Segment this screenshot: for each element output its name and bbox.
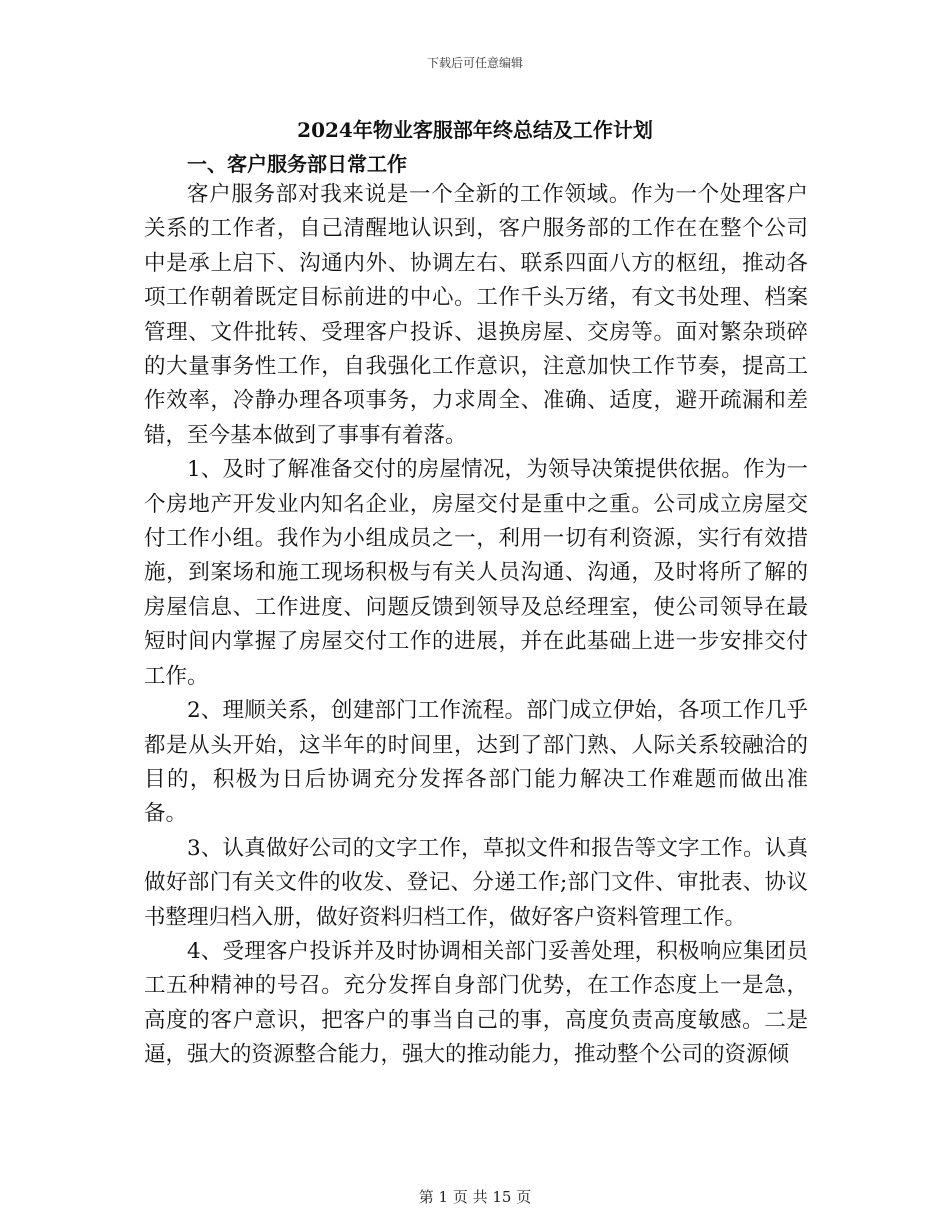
- section-heading: 一、客户服务部日常工作: [187, 152, 407, 176]
- paragraph-item-2: 2、理顺关系，创建部门工作流程。部门成立伊始，各项工作几乎都是从头开始，这半年的时间里，达到了部门熟、人际关系较融洽的目的，积极为日后协调充分发挥各部门能力解决工作难题而做出准备。: [144, 698, 808, 827]
- paragraph-item-3: 3、认真做好公司的文字工作，草拟文件和报告等文字工作。认真做好部门有关文件的收发、登记、分递工作;部门文件、审批表、协议书整理归档入册，做好资料归档工作，做好客户资料管理工作。: [144, 835, 808, 930]
- page-number-footer: 第 1 页 共 15 页: [418, 1188, 532, 1206]
- page-header-note: 下载后可任意编辑: [426, 56, 523, 70]
- paragraph-item-4: 4、受理客户投诉并及时协调相关部门妥善处理，积极响应集团员工五种精神的号召。充分发挥自身部门优势，在工作态度上一是急，高度的客户意识，把客户的事当自己的事，高度负责高度敏感。二是逼，强大的资源整合能力，强大的推动能力，推动整个公司的资源倾: [144, 938, 808, 1068]
- paragraph-item-1: 1、及时了解准备交付的房屋情况，为领导决策提供依据。作为一个房地产开发业内知名企业，房屋交付是重中之重。公司成立房屋交付工作小组。我作为小组成员之一，利用一切有利资源，实行有效措施，到案场和施工现场积极与有关人员沟通、沟通，及时将所了解的房屋信息、工作进度、问题反馈到领导及总经理室，使公司领导在最短时间内掌握了房屋交付工作的进展，并在此基础上进一步安排交付工作。: [144, 457, 808, 689]
- document-body: [144, 178, 808, 1073]
- paragraph-intro: 客户服务部对我来说是一个全新的工作领域。作为一个处理客户关系的工作者，自己清醒地认识到，客户服务部的工作在在整个公司中是承上启下、沟通内外、协调左右、联系四面八方的枢纽，推动各项工作朝着既定目标前进的中心。工作千头万绪，有文书处理、档案管理、文件批转、受理客户投诉、退换房屋、交房等。面对繁杂琐碎的大量事务性工作，自我强化工作意识，注意加快工作节奏，提高工作效率，冷静办理各项事务，力求周全、准确、适度，避开疏漏和差错，至今基本做到了事事有着落。: [144, 182, 808, 448]
- document-title: 2024年物业客服部年终总结及工作计划: [297, 118, 653, 142]
